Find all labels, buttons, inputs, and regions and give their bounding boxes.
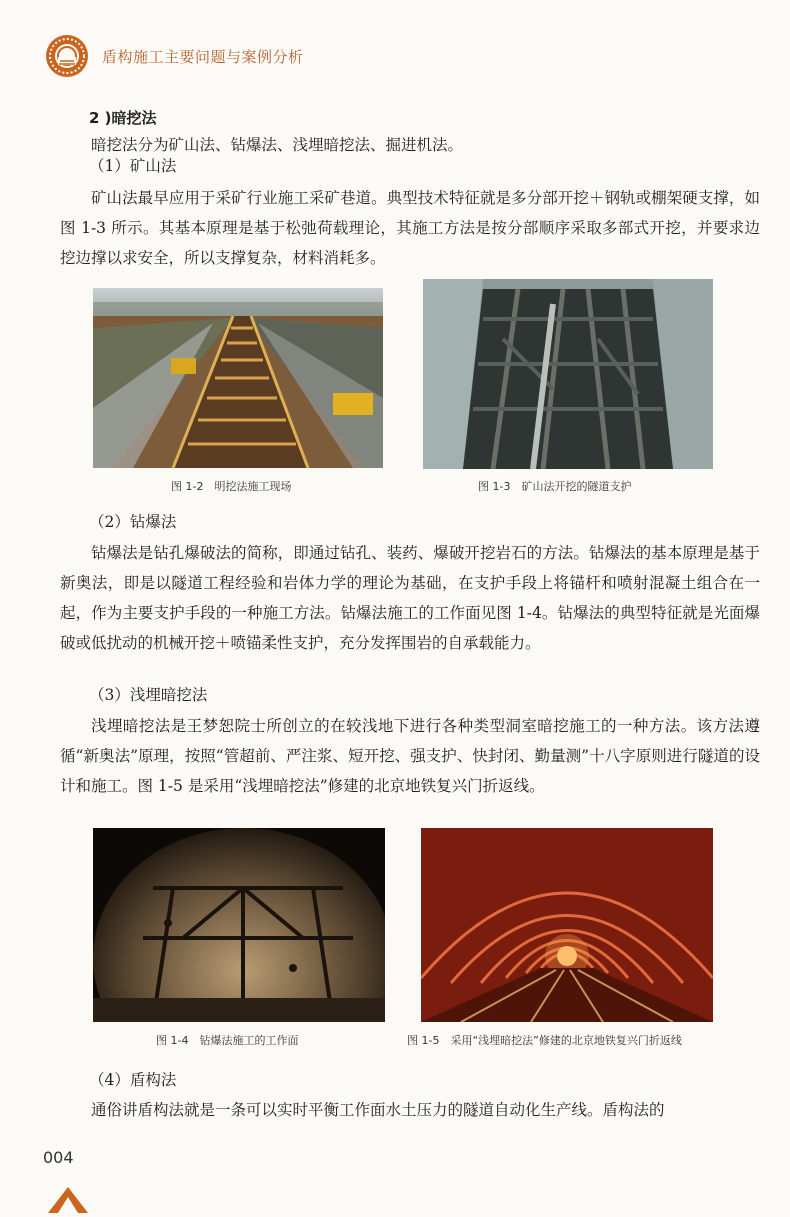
running-header-title: 盾构施工主要问题与案例分析 [102,47,304,66]
figure-1-5-photo [421,828,713,1022]
figure-1-4-photo [93,828,385,1022]
book-logo-icon [44,33,90,79]
figure-1-2-photo [93,288,383,468]
section-heading: 2 )暗挖法 [89,109,157,127]
paragraph-shield: 通俗讲盾构法就是一条可以实时平衡工作面水土压力的隧道自动化生产线。盾构法的 [91,1101,665,1119]
figure-1-4-caption: 图 1-4 钻爆法施工的工作面 [156,1034,299,1047]
corner-ornament-icon [46,1185,90,1217]
figure-1-2-caption: 图 1-2 明挖法施工现场 [171,480,292,493]
figure-1-5-caption: 图 1-5 采用“浅埋暗挖法”修建的北京地铁复兴门折返线 [407,1034,682,1047]
subsection-title-shallow: （3）浅埋暗挖法 [89,686,208,704]
paragraph-shallow: 浅埋暗挖法是王梦恕院士所创立的在较浅地下进行各种类型洞室暗挖施工的一种方法。该方法遵循“新奥法”原理，按照“管超前、严注浆、短开挖、强支护、快封闭、勤量测”十八字原则进行隧道的设计和施工。图 1-5 是采用“浅埋暗挖法”修建的北京地铁复兴门折返线。 [60,717,760,795]
paragraph-drill: 钻爆法是钻孔爆破法的简称，即通过钻孔、装药、爆破开挖岩石的方法。钻爆法的基本原理是基于新奥法，即是以隧道工程经验和岩体力学的理论为基础，在支护手段上将锚杆和喷射混凝土组合在一起，作为主要支护手段的一种施工方法。钻爆法施工的工作面见图 1-4。钻爆法的典型特征就是光面爆破或低扰动的机械开挖＋喷锚柔性支护，充分发挥围岩的自承载能力。 [60,544,760,652]
subsection-title-mining: （1）矿山法 [89,157,177,175]
page-number: 004 [43,1148,74,1167]
subsection-title-drill: （2）钻爆法 [89,513,177,531]
page-header [44,30,304,82]
intro-paragraph: 暗挖法分为矿山法、钻爆法、浅埋暗挖法、掘进机法。 [91,136,464,154]
figure-1-3-caption: 图 1-3 矿山法开挖的隧道支护 [478,480,632,493]
figure-1-3-photo [423,279,713,469]
paragraph-mining: 矿山法最早应用于采矿行业施工采矿巷道。典型技术特征就是多分部开挖＋钢轨或棚架硬支撑，如图 1-3 所示。其基本原理是基于松弛荷载理论，其施工方法是按分部顺序采取多部式开挖，并要求边挖边撑以求安全，所以支撑复杂，材料消耗多。 [60,189,760,267]
subsection-title-shield: （4）盾构法 [89,1071,177,1089]
